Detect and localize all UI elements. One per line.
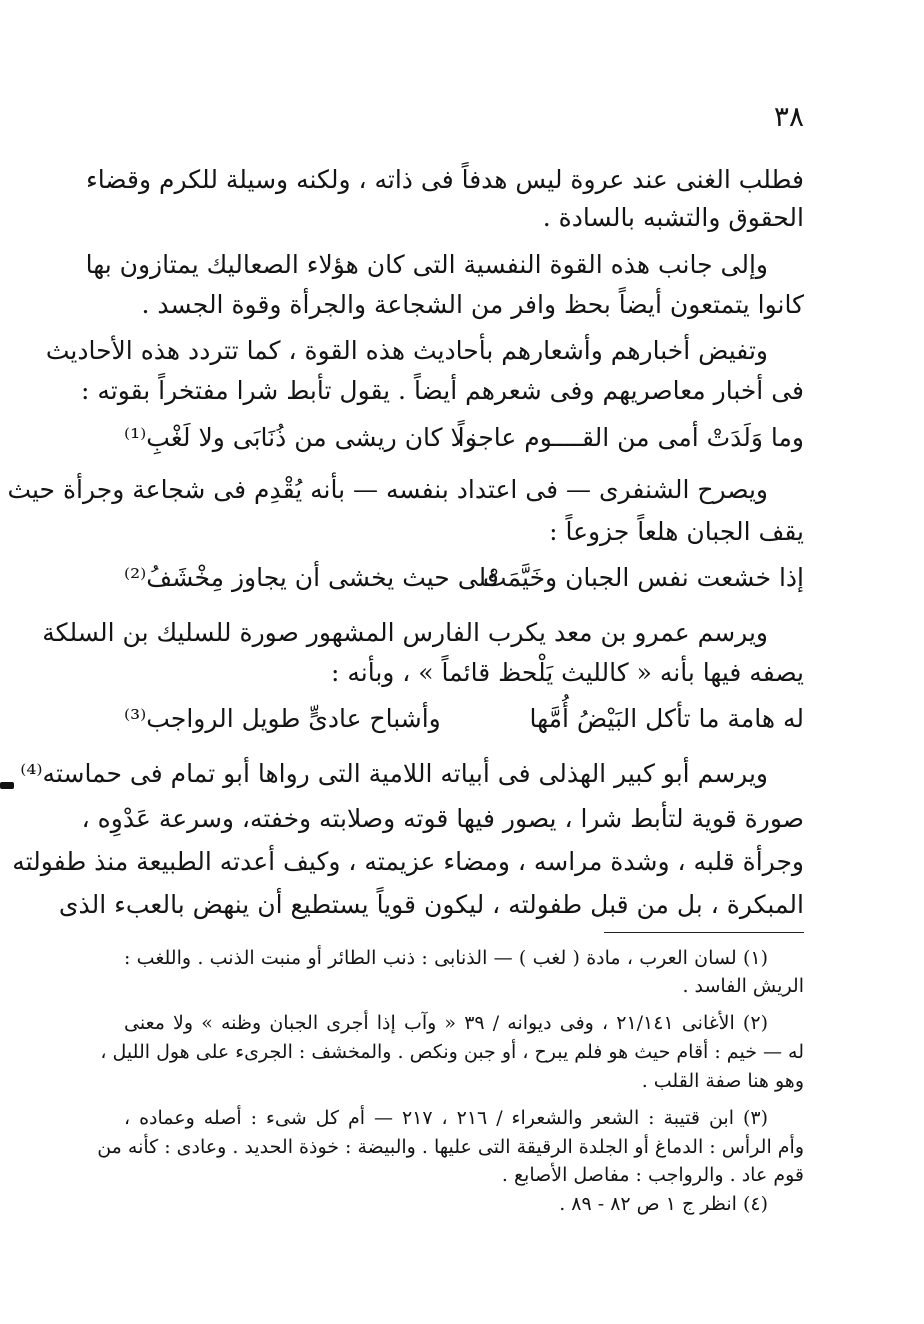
- body-line: ويصرح الشنفرى — فى اعتداد بنفسه — بأنه يُقْدِم فى شجاعة وجرأة حيث: [7, 475, 768, 504]
- footnote-line: له — خيم : أقام حيث هو فلم يبرح ، أو جبن ونكص . والمخشف : الجرىء على هول الليل ،: [100, 1041, 804, 1063]
- footnote-line: قوم عاد . والرواجب : مفاصل الأصابع .: [501, 1164, 804, 1186]
- body-line: يقف الجبان هلعاً جزوعاً :: [549, 517, 804, 546]
- body-line: وجرأة قلبه ، وشدة مراسه ، ومضاء عزيمته ، وكيف أعدته الطبيعة منذ طفولته: [12, 847, 804, 876]
- verse-line: [124, 416, 804, 460]
- body-line: المبكرة ، بل من قبل طفولته ، ليكون قوياً يستطيع أن ينهض بالعبء الذى: [58, 890, 804, 919]
- verse-line: [124, 697, 804, 741]
- body-line: ويرسم أبو كبير الهذلى فى أبياته اللامية التى رواها أبو تمام فى حماسته⁽⁴⁾: [20, 759, 768, 788]
- body-line: وتفيض أخبارهم وأشعارهم بأحاديث هذه القوة ، كما تتردد هذه الأحاديث: [45, 336, 768, 365]
- page-number: ٣٨: [773, 100, 804, 133]
- footnote-separator: [604, 932, 804, 933]
- body-line: يصفه فيها بأنه « كالليث يَلْحظ قائماً » ، وبأنه :: [330, 658, 804, 687]
- verse-line: [124, 556, 804, 600]
- body-line: كانوا يتمتعون أيضاً بحظ وافر من الشجاعة والجرأة وقوة الجسد .: [141, 290, 804, 319]
- footnote-line: الريش الفاسد .: [682, 975, 804, 997]
- verse-hemistich-first: له هامة ما تأكل البَيْضُ أُمَّها: [529, 704, 804, 733]
- scan-edge-mark: [0, 782, 14, 789]
- footnote-line: وأم الرأس : الدماغ أو الجلدة الرقيقة التى عليها . والبيضة : خوذة الحديد . وعادى : كأنه من: [97, 1136, 804, 1158]
- footnote-line: (٢) الأغانى ٢١/١٤١ ، وفى ديوانه / ٣٩ « وآب إذا أجرى الجبان وظنه » ولا معنى: [124, 1012, 768, 1034]
- body-line: صورة قوية لتأبط شرا ، يصور فيها قوته وصلابته وخفته، وسرعة عَدْوِه ،: [81, 804, 804, 833]
- body-line: فى أخبار معاصريهم وفى شعرهم أيضاً . يقول تأبط شرا مفتخراً بقوته :: [80, 376, 804, 405]
- verse-hemistich-second: وأشباح عادىٍّ طويل الرواجب⁽³⁾: [124, 704, 441, 733]
- body-line: وإلى جانب هذه القوة النفسية التى كان هؤلاء الصعاليك يمتازون بها: [85, 250, 768, 279]
- footnote-line: (٣) ابن قتيبة : الشعر والشعراء / ٢١٦ ، ٢١٧ — أم كل شىء : أصله وعماده ،: [124, 1107, 768, 1129]
- verse-hemistich-first: إذا خشعت نفس الجبان وخَيَّمَتْ: [483, 563, 804, 592]
- body-line: الحقوق والتشبه بالسادة .: [542, 203, 804, 232]
- verse-hemistich-first: وما وَلَدَتْ أمى من القــــوم عاجزاً: [457, 423, 804, 452]
- footnote-line: (١) لسان العرب ، مادة ( لغب ) — الذنابى : ذنب الطائر أو منبت الذنب . واللغب :: [124, 947, 768, 969]
- body-line: فطلب الغنى عند عروة ليس هدفاً فى ذاته ، ولكنه وسيلة للكرم وقضاء: [85, 165, 804, 194]
- footnote-line: (٤) انظر ج ١ ص ٨٢ - ٨٩ .: [559, 1193, 768, 1215]
- footnote-line: وهو هنا صفة القلب .: [641, 1070, 804, 1092]
- verse-hemistich-second: ولا كان ريشى من ذُنَابَى ولا لَغْبِ⁽¹⁾: [124, 423, 477, 452]
- body-line: ويرسم عمرو بن معد يكرب الفارس المشهور صورة للسليك بن السلكة: [42, 618, 768, 647]
- verse-hemistich-second: فلى حيث يخشى أن يجاوز مِخْشَفُ⁽²⁾: [124, 563, 499, 592]
